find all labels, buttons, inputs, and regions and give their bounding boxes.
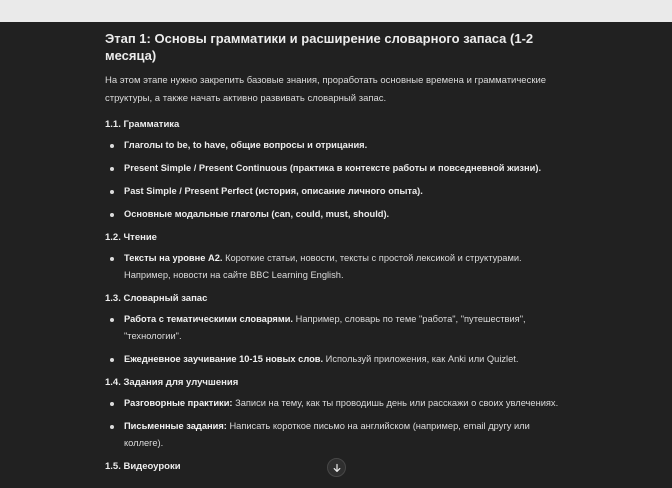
section-heading-grammar: 1.1. Грамматика — [105, 119, 180, 130]
section-heading-videos: 1.5. Видеоуроки — [105, 461, 181, 472]
stage-title: Этап 1: Основы грамматики и расширение словарного запаса (1-2 месяца) — [105, 31, 534, 63]
list-item: Ежедневное заучивание 10-15 новых слов. Используй приложения, как Anki или Quizlet. — [105, 351, 565, 368]
bullet-icon — [110, 190, 114, 194]
grammar-list — [105, 137, 565, 223]
reading-list — [105, 250, 565, 284]
section-heading-tasks: 1.4. Задания для улучшения — [105, 377, 239, 388]
bullet-icon — [110, 213, 114, 217]
list-item: Глаголы to be, to have, общие вопросы и отрицания. — [105, 137, 565, 154]
bullet-icon — [110, 318, 114, 322]
list-item: Разговорные практики: Записи на тему, как ты проводишь день или расскажи о своих увлечениях. — [105, 395, 565, 412]
bullet-icon — [110, 402, 114, 406]
tasks-list — [105, 395, 565, 452]
bullet-icon — [110, 358, 114, 362]
list-item: Present Simple / Present Continuous (практика в контексте работы и повседневной жизни). — [105, 160, 565, 177]
bullet-icon — [110, 167, 114, 171]
list-item: Основные модальные глаголы (can, could, must, should). — [105, 206, 565, 223]
bullet-icon — [110, 425, 114, 429]
chat-message-content — [105, 30, 565, 479]
browser-top-bar — [0, 0, 672, 22]
scroll-to-bottom-button[interactable] — [327, 458, 346, 477]
section-heading-vocabulary: 1.3. Словарный запас — [105, 293, 208, 304]
list-item: Past Simple / Present Perfect (история, описание личного опыта). — [105, 183, 565, 200]
list-item: Письменные задания: Написать короткое письмо на английском (например, email другу или коллеге). — [105, 418, 565, 452]
bullet-icon — [110, 257, 114, 261]
vocabulary-list — [105, 311, 565, 368]
arrow-down-icon — [332, 463, 342, 473]
list-item: Тексты на уровне A2. Короткие статьи, новости, тексты с простой лексикой и структурами. Например, новости на сайте BBC Learning English. — [105, 250, 565, 284]
stage-intro: На этом этапе нужно закрепить базовые знания, проработать основные времена и грамматические структуры, а также начать активно развивать словарный запас. — [105, 75, 547, 104]
list-item: Работа с тематическими словарями. Например, словарь по теме "работа", "путешествия", "технологии". — [105, 311, 565, 345]
bullet-icon — [110, 144, 114, 148]
section-heading-reading: 1.2. Чтение — [105, 232, 157, 243]
